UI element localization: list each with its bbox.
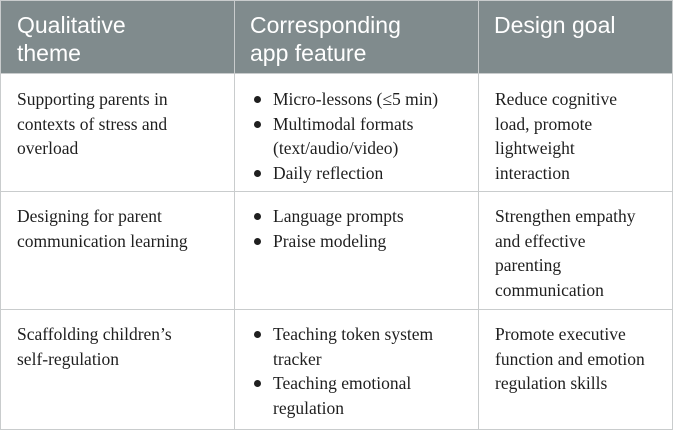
row-divider xyxy=(1,73,672,74)
list-item: Micro-lessons (≤5 min) xyxy=(249,87,438,112)
table-row-2-theme: Designing for parent communication learning xyxy=(17,206,188,251)
header-qualitative-theme: Qualitative theme xyxy=(17,12,126,66)
list-item: Language prompts xyxy=(249,204,404,229)
header-app-feature: Corresponding app feature xyxy=(250,12,401,66)
table-row-3-features xyxy=(249,322,433,420)
header-design-goal: Design goal xyxy=(494,12,616,38)
list-item: Praise modeling xyxy=(249,229,404,254)
table-row-2-features xyxy=(249,204,404,253)
table-row-1-features xyxy=(249,87,438,185)
table-row-2-goal: Strengthen empathy and effective parenting communication xyxy=(495,206,636,300)
list-item: Multimodal formats (text/audio/video) xyxy=(249,112,438,161)
table-row-1-theme: Supporting parents in contexts of stress and overload xyxy=(17,89,168,158)
column-divider xyxy=(478,1,479,429)
column-divider xyxy=(234,1,235,429)
table-row-3-goal: Promote executive function and emotion regulation skills xyxy=(495,324,645,393)
row-divider xyxy=(1,309,672,310)
table-row-1-goal: Reduce cognitive load, promote lightweight interaction xyxy=(495,89,617,183)
list-item: Teaching token system tracker xyxy=(249,322,433,371)
table-row-3-theme: Scaffolding children’s self-regulation xyxy=(17,324,172,369)
table-header xyxy=(1,1,672,73)
list-item: Daily reflection xyxy=(249,161,438,186)
row-divider xyxy=(1,191,672,192)
list-item: Teaching emotional regulation xyxy=(249,371,433,420)
